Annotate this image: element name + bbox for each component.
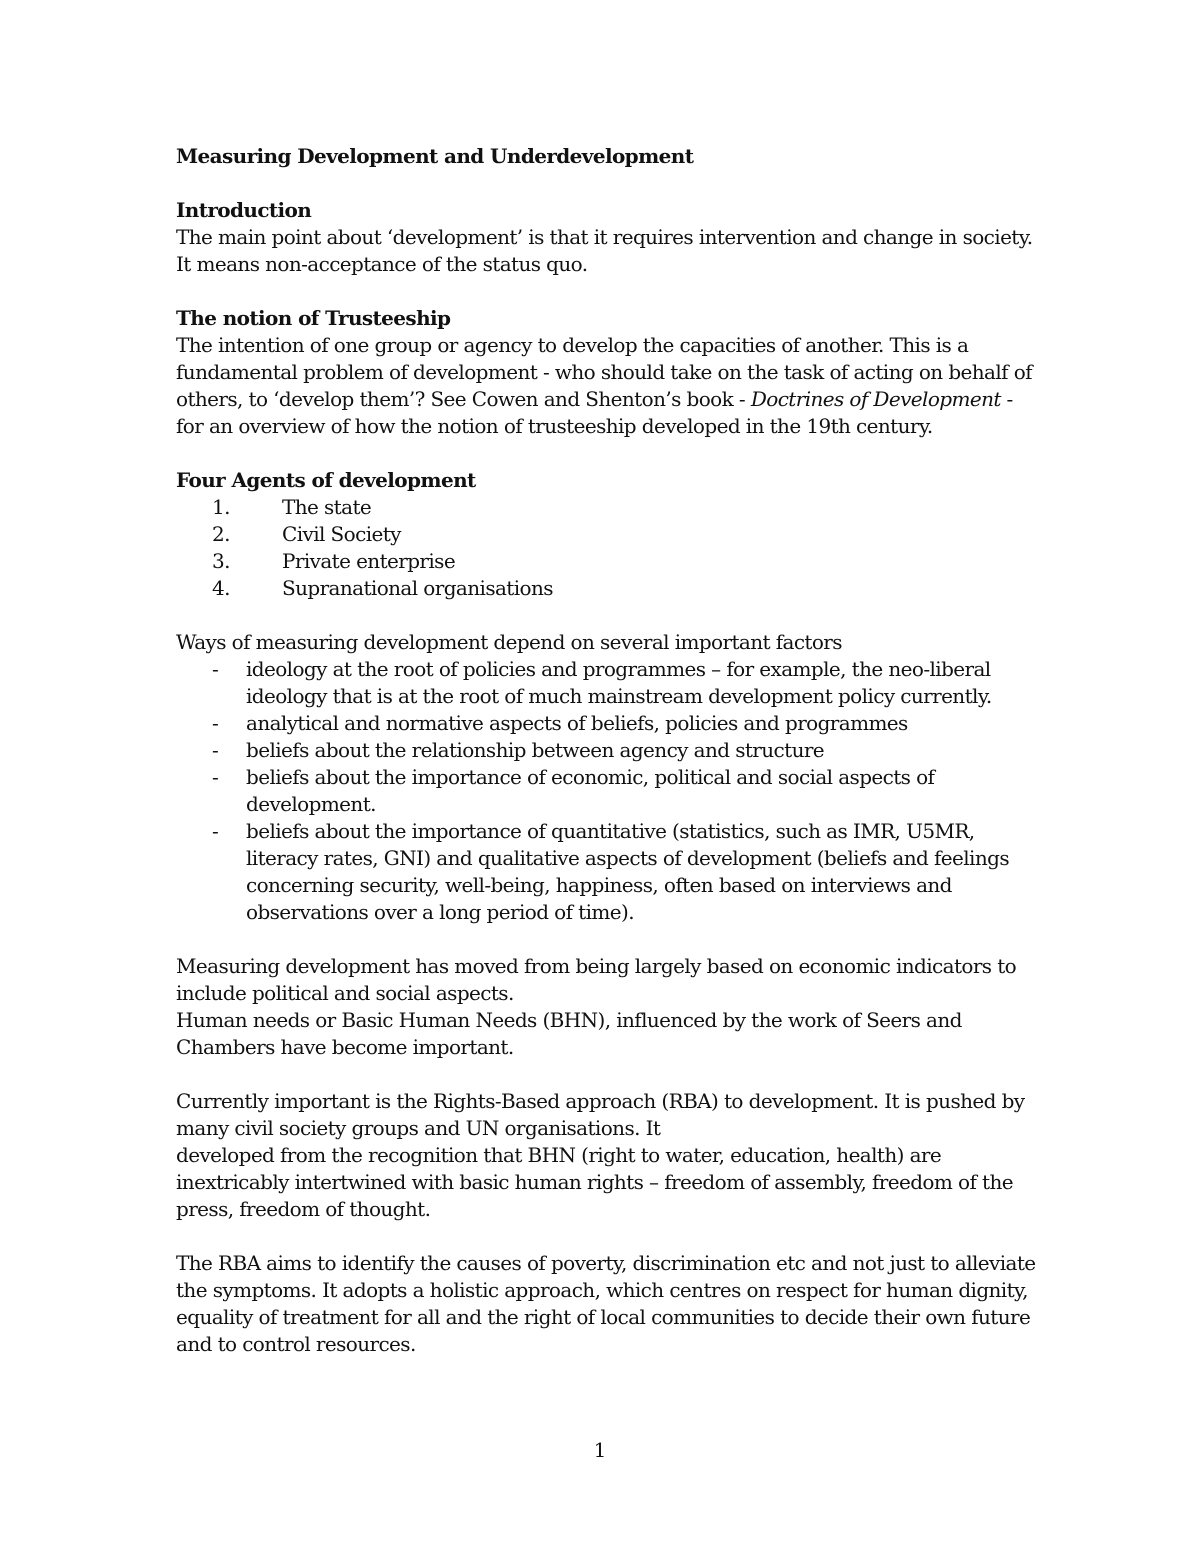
list-item-label: Civil Society [282,522,401,546]
paragraph-gap [176,602,1036,629]
list-item-number: 3. [212,549,230,573]
section-heading-agents: Four Agents of development [176,468,476,492]
measuring-intro: Ways of measuring development depend on several important factors [176,630,842,654]
list-item-text: beliefs about the importance of economic, political and social aspects of development. [246,765,935,816]
rba-recognition-paragraph: developed from the recognition that BHN (right to water, education, health) are inextricably intertwined with basic human rights – freedom of assembly, freedom of the press, freedom of thought. [176,1143,1013,1221]
list-item-text: ideology at the root of policies and programmes – for example, the neo-liberal ideology that is at the root of much mainstream development policy currently. [246,657,992,708]
document-title: Measuring Development and Underdevelopment [176,144,694,168]
list-item-number: 2. [212,522,230,546]
section-heading-introduction: Introduction [176,198,312,222]
shift-paragraph: Measuring development has moved from being largely based on economic indicators to include political and social aspects. [176,954,1017,1005]
trusteeship-paragraph [176,332,1036,440]
bullet-dash: - [212,711,219,735]
bhn-paragraph: Human needs or Basic Human Needs (BHN), influenced by the work of Seers and Chambers have become important. [176,1008,962,1059]
list-item-text: analytical and normative aspects of beliefs, policies and programmes [246,711,908,735]
bullet-dash: - [212,819,219,843]
list-item [176,575,1036,602]
list-item [176,737,1036,764]
document-body [176,143,1036,1358]
list-item [176,656,1036,710]
list-item-number: 1. [212,495,230,519]
rba-aims-paragraph: The RBA aims to identify the causes of poverty, discrimination etc and not just to alleviate the symptoms. It adopts a holistic approach, which centres on respect for human dignity, equality of treatment for all and the right of local communities to decide their own future and to control resources. [176,1251,1036,1356]
list-item-label: Supranational organisations [282,576,553,600]
list-item [176,818,1036,926]
paragraph-gap [176,1061,1036,1088]
list-item-text: beliefs about the relationship between agency and structure [246,738,825,762]
trusteeship-text-start: The intention of one group or agency to develop the capacities of another. This is a fundamental problem of development - who should take on the task of acting on behalf of others, to ‘develop them’? See Cowen and Shenton’s book - [176,333,1032,411]
section-heading-trusteeship: The notion of Trusteeship [176,306,451,330]
list-item-number: 4. [212,576,230,600]
list-item [176,710,1036,737]
trusteeship-text-end: - for an overview of how the notion of trusteeship developed in the 19th century. [176,387,1013,438]
paragraph-gap [176,440,1036,467]
introduction-paragraph: The main point about ‘development’ is that it requires intervention and change in society. It means non-acceptance of the status quo. [176,225,1033,276]
list-item-text: beliefs about the importance of quantitative (statistics, such as IMR, U5MR, literacy rates, GNI) and qualitative aspects of development (beliefs and feelings concerning security, well-being, happiness, often based on interviews and observations over a long period of time). [246,819,1009,924]
bullet-dash: - [212,657,219,681]
list-item [176,764,1036,818]
paragraph-gap [176,1223,1036,1250]
book-title: Doctrines of Development [750,387,1001,411]
bullet-dash: - [212,765,219,789]
list-item-label: Private enterprise [282,549,456,573]
list-item [176,521,1036,548]
list-item [176,548,1036,575]
bullet-dash: - [212,738,219,762]
paragraph-gap [176,926,1036,953]
agents-list [176,494,1036,602]
rba-paragraph: Currently important is the Rights-Based approach (RBA) to development. It is pushed by many civil society groups and UN organisations. It [176,1089,1025,1140]
factors-list [176,656,1036,926]
page-number: 1 [593,1438,607,1462]
paragraph-gap [176,278,1036,305]
list-item [176,494,1036,521]
list-item-label: The state [282,495,372,519]
